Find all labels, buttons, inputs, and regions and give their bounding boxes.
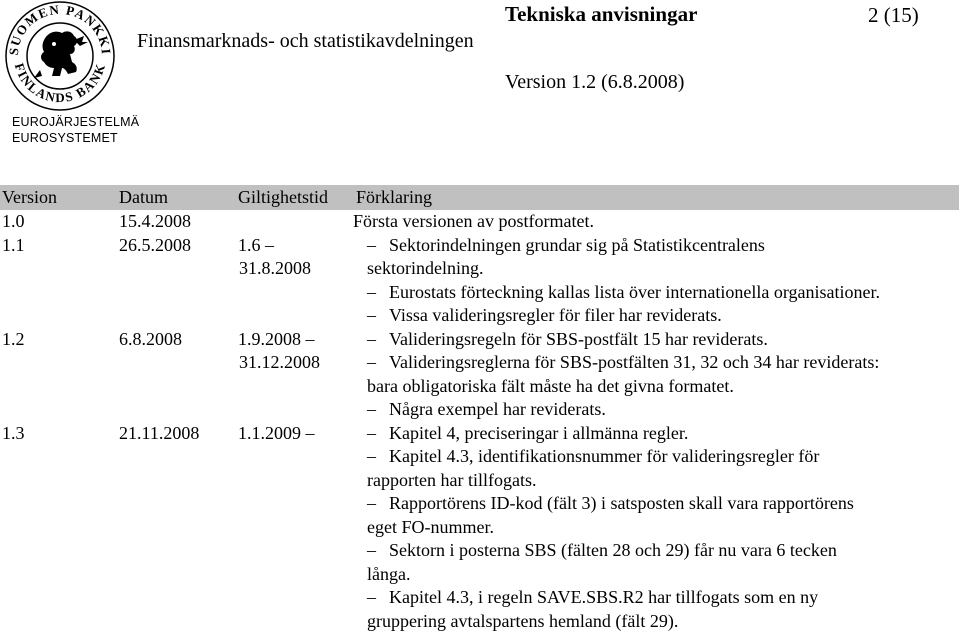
- column-header-version: Version: [0, 185, 119, 210]
- explanation-text: eget FO-nummer.: [367, 516, 494, 537]
- explanation-line: [367, 469, 959, 493]
- validity-cell: [238, 234, 353, 328]
- explanation-cell: [353, 210, 959, 234]
- date-cell: 26.5.2008: [119, 234, 191, 255]
- dash-bullet-icon: –: [367, 446, 376, 466]
- explanation-text: Kapitel 4, preciseringar i allmänna regler.: [389, 422, 689, 443]
- explanation-item: [367, 586, 959, 633]
- validity-line: 31.8.2008: [239, 258, 311, 278]
- validity-cell: [238, 422, 353, 634]
- version-cell: 1.3: [2, 422, 25, 443]
- explanation-text: Sektorn i posterna SBS (fälten 28 och 29) får nu vara 6 tecken: [389, 540, 837, 560]
- explanation-line: [367, 492, 959, 516]
- explanation-text: Sektorindelningen grundar sig på Statistikcentralens: [389, 234, 765, 255]
- explanation-text: rapporten har tillfogats.: [367, 469, 537, 490]
- validity-line: 31.12.2008: [239, 352, 320, 372]
- explanation-line: [353, 210, 959, 234]
- explanation-text: Valideringsreglerna för SBS-postfälten 31, 32 och 34 har reviderats:: [389, 352, 880, 372]
- svg-text:FINLANDS BANK: FINLANDS BANK: [11, 61, 109, 106]
- explanation-text: sektorindelning.: [367, 258, 484, 278]
- explanation-item: [367, 304, 959, 328]
- department-name: Finansmarknads- och statistikavdelningen: [137, 30, 474, 52]
- explanation-item: [367, 281, 959, 305]
- explanation-line: [367, 234, 959, 258]
- table-row: [0, 328, 959, 422]
- dash-bullet-icon: –: [367, 399, 376, 419]
- explanation-line: [367, 563, 959, 587]
- explanation-line: [367, 375, 959, 399]
- validity-line: 1.9.2008 –: [238, 328, 315, 349]
- explanation-item: [367, 422, 959, 446]
- explanation-text: Vissa valideringsregler för filer har reviderats.: [389, 305, 722, 325]
- explanation-line: [367, 445, 959, 469]
- dash-bullet-icon: –: [367, 234, 376, 255]
- explanation-line: [367, 351, 959, 375]
- dash-bullet-icon: –: [367, 352, 376, 372]
- document-version: Version 1.2 (6.8.2008): [505, 71, 685, 93]
- explanation-cell: [353, 328, 959, 422]
- dash-bullet-icon: –: [367, 493, 376, 513]
- explanation-line: [367, 539, 959, 563]
- version-cell: 1.2: [2, 328, 25, 349]
- explanation-cell: [353, 234, 959, 328]
- column-header-date: Datum: [119, 185, 238, 210]
- date-cell: 21.11.2008: [119, 422, 200, 443]
- explanation-text: Eurostats förteckning kallas lista över internationella organisationer.: [389, 281, 881, 302]
- explanation-line: [367, 257, 959, 281]
- version-cell: 1.1: [2, 234, 25, 255]
- version-cell: 1.0: [2, 211, 25, 231]
- explanation-text: Kapitel 4.3, i regeln SAVE.SBS.R2 har tillfogats som en ny: [389, 587, 819, 607]
- explanation-cell: [353, 422, 959, 634]
- dash-bullet-icon: –: [367, 587, 376, 607]
- explanation-text: Valideringsregeln för SBS-postfält 15 har reviderats.: [389, 328, 768, 349]
- column-header-validity: Giltighetstid: [238, 185, 353, 210]
- explanation-line: [367, 281, 959, 305]
- dash-bullet-icon: –: [367, 305, 376, 325]
- table-header-row: [0, 185, 959, 210]
- dash-bullet-icon: –: [367, 540, 376, 560]
- explanation-item: [367, 398, 959, 422]
- explanation-item: [367, 328, 959, 352]
- explanation-line: [367, 328, 959, 352]
- explanation-text: långa.: [367, 563, 411, 584]
- date-cell: 15.4.2008: [119, 211, 191, 231]
- explanation-line: [367, 516, 959, 540]
- explanation-text: gruppering avtalspartens hemland (fält 29).: [367, 610, 679, 631]
- dash-bullet-icon: –: [367, 422, 376, 443]
- validity-cell: [238, 328, 353, 422]
- bank-of-finland-logo: [4, 0, 116, 112]
- explanation-line: [367, 586, 959, 610]
- table-row: [0, 210, 959, 234]
- explanation-line: [367, 610, 959, 634]
- table-row: [0, 422, 959, 634]
- dash-bullet-icon: –: [367, 328, 376, 349]
- eurosystem-caption: [12, 114, 139, 146]
- document-title: Tekniska anvisningar: [505, 2, 698, 26]
- explanation-line: [367, 398, 959, 422]
- explanation-line: [367, 422, 959, 446]
- explanation-text: Rapportörens ID-kod (fält 3) i satsposten skall vara rapportörens: [389, 493, 854, 513]
- validity-line: 1.6 –: [238, 234, 274, 255]
- explanation-text: Några exempel har reviderats.: [389, 399, 606, 419]
- explanation-text: bara obligatoriska fält måste ha det givna formatet.: [367, 375, 734, 396]
- explanation-item: [367, 539, 959, 586]
- eurosystem-caption-fi: EUROJÄRJESTELMÄ: [12, 115, 140, 129]
- explanation-text: Kapitel 4.3, identifikationsnummer för valideringsregler för: [389, 446, 820, 466]
- column-header-explanation: Förklaring: [353, 185, 959, 210]
- explanation-item: [367, 445, 959, 492]
- explanation-item: [367, 234, 959, 281]
- table-row: [0, 234, 959, 328]
- validity-line: 1.1.2009 –: [238, 422, 315, 443]
- explanation-item: [367, 492, 959, 539]
- date-cell: 6.8.2008: [119, 328, 182, 349]
- version-history-table: [0, 185, 959, 633]
- eurosystem-caption-sv: EUROSYSTEMET: [12, 131, 118, 145]
- dash-bullet-icon: –: [367, 281, 376, 302]
- explanation-item: [367, 351, 959, 398]
- svg-text:SUOMEN PANKKI: SUOMEN PANKKI: [5, 1, 115, 56]
- explanation-text: Första versionen av postformatet.: [353, 211, 594, 231]
- explanation-item: [353, 210, 959, 234]
- explanation-line: [367, 304, 959, 328]
- validity-cell: [238, 210, 353, 234]
- page-number: 2 (15): [868, 3, 919, 27]
